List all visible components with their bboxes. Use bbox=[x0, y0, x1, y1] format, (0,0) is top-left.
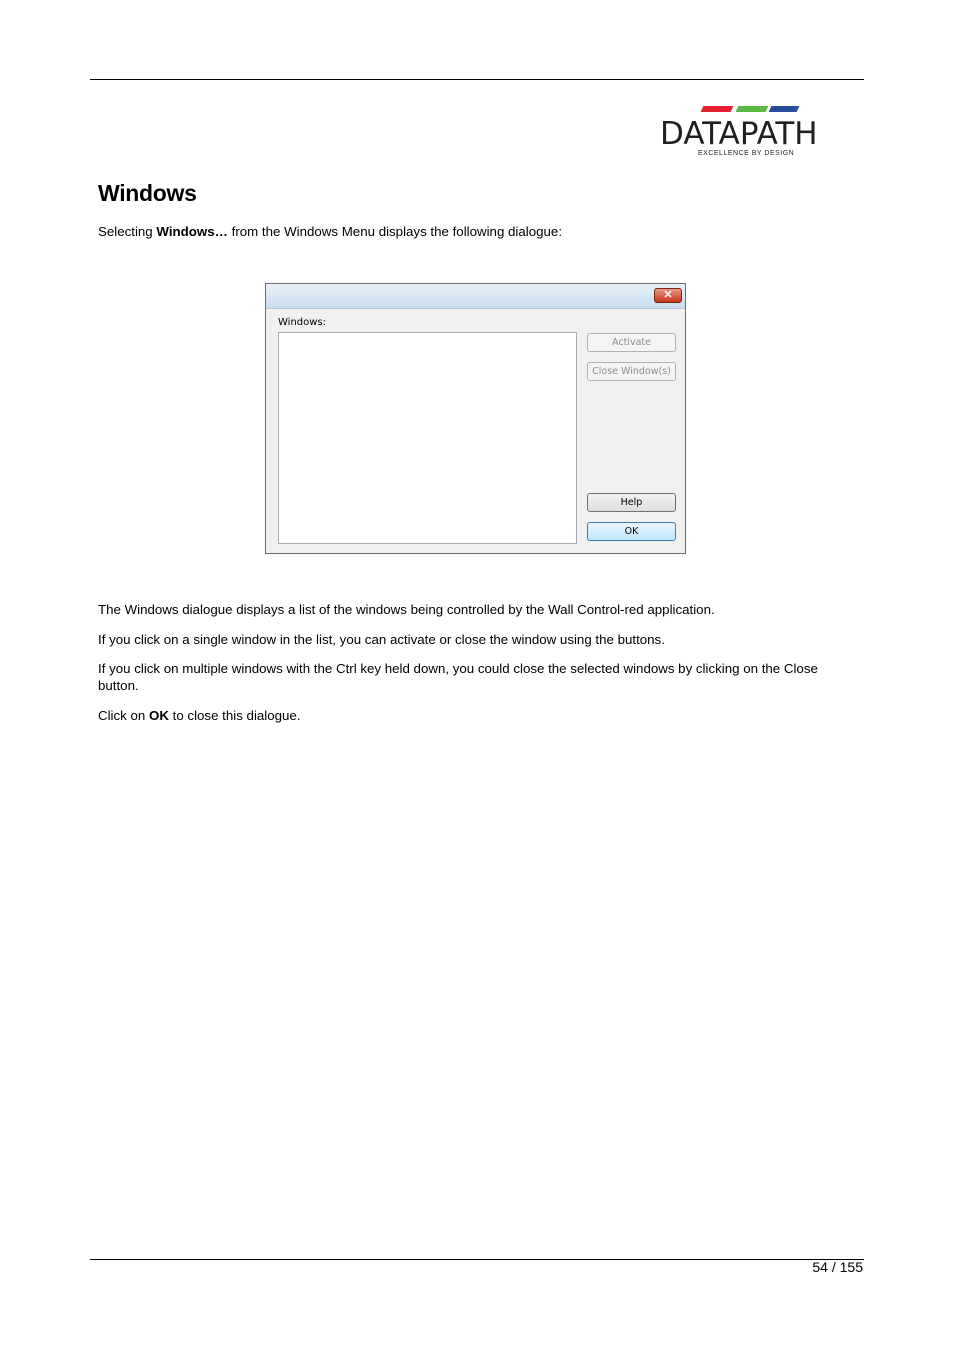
windows-listbox[interactable] bbox=[278, 332, 577, 544]
windows-dialog bbox=[265, 283, 686, 554]
activate-button[interactable]: Activate bbox=[587, 333, 676, 352]
datapath-logo bbox=[660, 106, 836, 160]
close-icon[interactable]: ✕ bbox=[654, 288, 682, 303]
ok-button[interactable]: OK bbox=[587, 522, 676, 541]
logo-red-stripe bbox=[701, 106, 734, 112]
paragraph-4: Click on OK to close this dialogue. bbox=[98, 708, 301, 723]
page-number: 54 / 155 bbox=[812, 1259, 863, 1275]
footer-rule bbox=[90, 1259, 864, 1260]
logo-blue-stripe bbox=[769, 106, 800, 112]
paragraph-3: If you click on multiple windows with the Ctrl key held down, you could close the selected windows by clicking on the Close button. bbox=[98, 661, 818, 693]
header-rule bbox=[90, 79, 864, 80]
logo-green-stripe bbox=[736, 106, 769, 112]
paragraph-2: If you click on a single window in the list, you can activate or close the window using the buttons. bbox=[98, 632, 665, 647]
logo-tagline: EXCELLENCE BY DESIGN bbox=[698, 150, 795, 157]
page-title: Windows bbox=[98, 180, 197, 206]
paragraph-1: The Windows dialogue displays a list of the windows being controlled by the Wall Control-red application. bbox=[98, 602, 715, 617]
help-button[interactable]: Help bbox=[587, 493, 676, 512]
dialog-titlebar bbox=[266, 284, 685, 309]
intro-paragraph: Selecting Windows… from the Windows Menu displays the following dialogue: bbox=[98, 224, 563, 239]
logo-wordmark: DATAPATH bbox=[660, 116, 818, 152]
close-windows-button[interactable]: Close Window(s) bbox=[587, 362, 676, 381]
windows-list-label: Windows: bbox=[278, 317, 327, 328]
